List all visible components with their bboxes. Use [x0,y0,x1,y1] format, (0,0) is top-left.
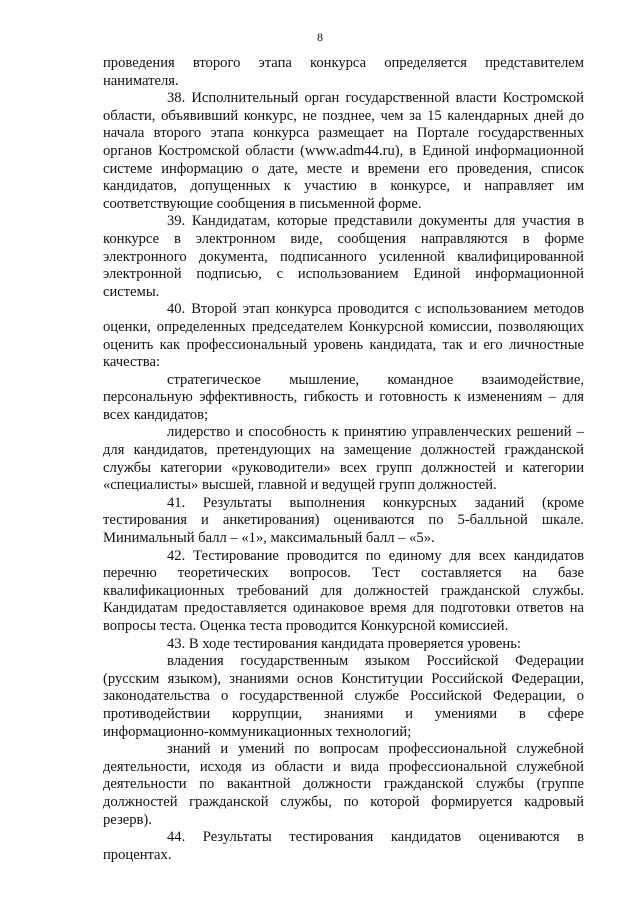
paragraph-40: 40. Второй этап конкурса проводится с использованием методов оценки, определенных председателем Конкурсной комиссии, позволяющих оценить как профессиональный уровень кандидата, так и его личностные качества: [103,301,584,371]
paragraph-39: 39. Кандидатам, которые представили документы для участия в конкурсе в электронном виде, сообщения направляются в форме электронного документа, подписанного усиленной квалифицированной электронной подписью, с использованием Единой информационной системы. [103,213,584,300]
document-body [103,55,584,864]
paragraph-43: 43. В ходе тестирования кандидата проверяется уровень: [167,635,521,652]
paragraph-continuation: проведения второго этапа конкурса определяется представителем нанимателя. [103,55,584,89]
paragraph-43-item-2: знаний и умений по вопросам профессиональной служебной деятельности, исходя из области и вида профессиональной служебной деятельности по вакантной должности гражданской службы (группе должностей гражданской службы, по которой формируется кадровый резерв). [103,741,584,828]
paragraph-40-item-2: лидерство и способность к принятию управленческих решений – для кандидатов, претендующих на замещение должностей гражданской службы категории «руководители» всех групп должностей и категории «специалисты» высшей, главной и ведущей групп должностей. [103,424,584,494]
paragraph-44: 44. Результаты тестирования кандидатов оцениваются в процентах. [103,829,584,863]
paragraph-41: 41. Результаты выполнения конкурсных заданий (кроме тестирования и анкетирования) оцениваются по 5-балльной шкале. Минимальный балл – «1», максимальный балл – «5». [103,494,584,547]
paragraph-38: 38. Исполнительный орган государственной власти Костромской области, объявивший конкурс, не позднее, чем за 15 календарных дней до начала второго этапа конкурса размещает на Портале государственных органов Костромской области (www.adm44.ru), в Единой информационной системе информацию о дате, месте и времени его проведения, список кандидатов, допущенных к участию в конкурсе, и направляет им соответствующие сообщения в письменной форме. [103,90,584,212]
paragraph-42: 42. Тестирование проводится по единому для всех кандидатов перечню теоретических вопросов. Тест составляется на базе квалификационных требований для должностей гражданской службы. Кандидатам предоставляется одинаковое время для подготовки ответов на вопросы теста. Оценка теста проводится Конкурсной комиссией. [103,547,584,634]
paragraph-43-item-1: владения государственным языком Российской Федерации (русским языком), знаниями основ Конституции Российской Федерации, законодательства о государственной службе Российской Федерации, о противодействии коррупции, знаниями и умениями в сфере информационно-коммуникационных технологий; [103,653,584,740]
page-number: 8 [317,30,323,44]
paragraph-40-item-1: стратегическое мышление, командное взаимодействие, персональную эффективность, гибкость и готовность к изменениям – для всех кандидатов; [103,371,584,423]
